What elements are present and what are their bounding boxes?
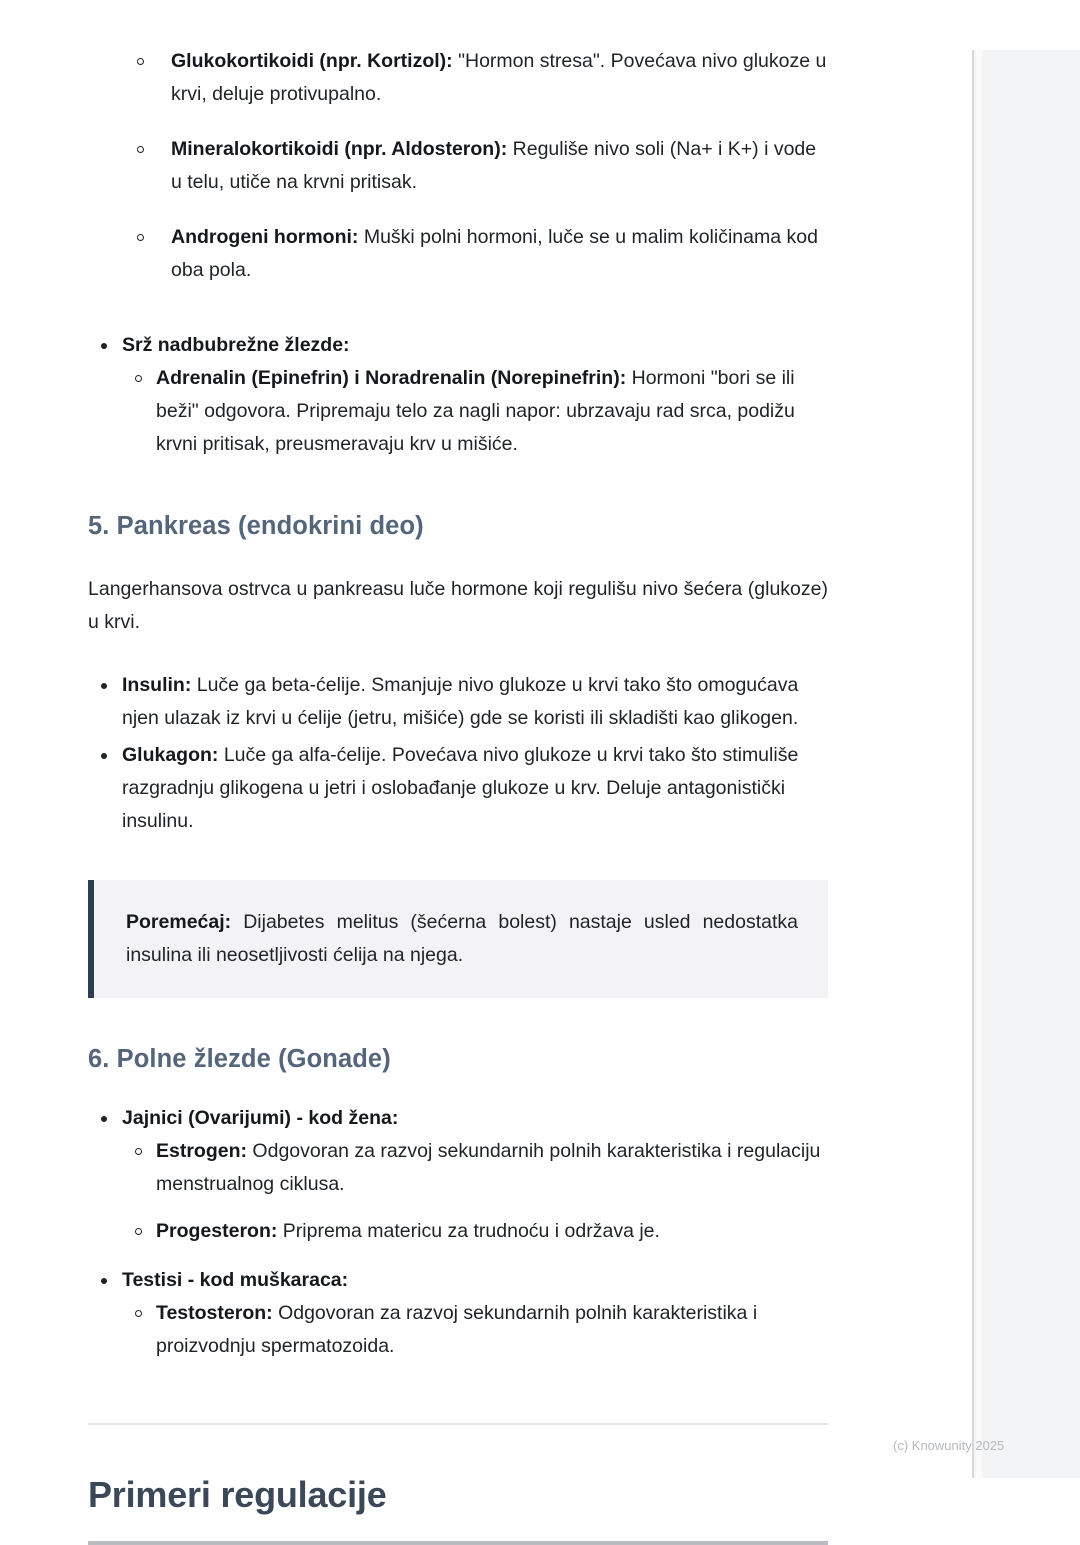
list-item-text: Hormoni "bori se ili beži" odgovora. Pripremaju telo za nagli napor: ubrzavaju rad srca, podižu krvni pritisak, preusmeravaju krv u mišiće. bbox=[156, 367, 795, 455]
srz-group-list bbox=[88, 329, 828, 461]
group-heading: Jajnici (Ovarijumi) - kod žena: bbox=[122, 1107, 399, 1129]
section-heading-gonade: 6. Polne žlezde (Gonade) bbox=[88, 1045, 391, 1073]
continued-sublist bbox=[137, 45, 828, 287]
spacer-after-pankreas-intro bbox=[88, 639, 828, 669]
page-edge-strip bbox=[972, 50, 1080, 1478]
list-item-term: Adrenalin (Epinefrin) i Noradrenalin (Norepinefrin): bbox=[156, 367, 627, 389]
spacer-after-continued-list bbox=[88, 309, 828, 329]
list-item-group bbox=[88, 329, 828, 461]
spacer-before-thick-rule bbox=[88, 1517, 828, 1541]
list-item-text: Priprema matericu za trudnoću i održava je. bbox=[277, 1220, 660, 1242]
list-item-group bbox=[88, 1264, 828, 1363]
list-item-text: Odgovoran za razvoj sekundarnih polnih karakteristika i proizvodnju spermatozoida. bbox=[156, 1302, 758, 1357]
list-item-text: Reguliše nivo soli (Na+ i K+) i vode u telu, utiče na krvni pritisak. bbox=[171, 138, 817, 193]
list-item-text: "Hormon stresa". Povećava nivo glukoze u krvi, deluje protivupalno. bbox=[171, 50, 827, 105]
list-item bbox=[122, 362, 828, 461]
list-item bbox=[88, 739, 828, 838]
spacer-after-divider bbox=[88, 1425, 828, 1473]
footer-copyright: (c) Knowunity 2025 bbox=[893, 1438, 1005, 1453]
list-item-term: Insulin: bbox=[122, 674, 192, 696]
spacer-top bbox=[88, 0, 828, 45]
spacer-after-gonade-heading bbox=[88, 1076, 828, 1102]
chapter-title: Primeri regulacije bbox=[88, 1474, 387, 1515]
list-item-term: Progesteron: bbox=[156, 1220, 278, 1242]
list-item-group bbox=[88, 1102, 828, 1248]
testisi-sublist bbox=[122, 1297, 828, 1363]
list-item bbox=[122, 1135, 828, 1201]
list-item bbox=[137, 133, 828, 199]
spacer-before-pankreas bbox=[88, 475, 828, 509]
gonade-group-list bbox=[88, 1102, 828, 1363]
chapter-underline-rule bbox=[88, 1541, 828, 1545]
pankreas-hormone-list bbox=[88, 669, 828, 838]
pankreas-intro-paragraph: Langerhansova ostrvca u pankreasu luče hormone koji regulišu nivo šećera (glukoze) u krvi. bbox=[88, 578, 828, 633]
spacer-before-gonade bbox=[88, 998, 828, 1042]
list-item-text: Luče ga beta-ćelije. Smanjuje nivo glukoze u krvi tako što omogućava njen ulazak iz krvi u ćelije (jetru, mišiće) gde se koristi ili skladišti kao glikogen. bbox=[122, 674, 799, 729]
document-content bbox=[88, 0, 828, 1545]
list-item-term: Estrogen: bbox=[156, 1140, 248, 1162]
list-item bbox=[137, 45, 828, 111]
spacer-before-divider bbox=[88, 1377, 828, 1423]
callout-text: Dijabetes melitus (šećerna bolest) nastaje usled nedostatka insulina ili neosetljivosti ćelija na njega. bbox=[126, 911, 798, 966]
list-item-text: Odgovoran za razvoj sekundarnih polnih karakteristika i regulaciju menstrualnog ciklusa. bbox=[156, 1140, 821, 1195]
list-item-term: Androgeni hormoni: bbox=[171, 226, 359, 248]
list-item bbox=[122, 1297, 828, 1363]
group-heading: Srž nadbubrežne žlezde: bbox=[122, 334, 350, 356]
srz-sublist bbox=[122, 362, 828, 461]
section-heading-pankreas: 5. Pankreas (endokrini deo) bbox=[88, 512, 424, 540]
spacer-before-callout bbox=[88, 842, 828, 880]
spacer-after-pankreas-heading bbox=[88, 543, 828, 573]
list-item bbox=[137, 221, 828, 287]
list-item-term: Mineralokortikoidi (npr. Aldosteron): bbox=[171, 138, 508, 160]
ovariji-sublist bbox=[122, 1135, 828, 1248]
group-heading: Testisi - kod muškaraca: bbox=[122, 1269, 349, 1291]
list-item-text: Luče ga alfa-ćelije. Povećava nivo glukoze u krvi tako što stimuliše razgradnju glikogena u jetri i oslobađanje glukoze u krv. Deluje antagonistički insulinu. bbox=[122, 744, 799, 832]
list-item bbox=[88, 669, 828, 735]
list-item-term: Glukagon: bbox=[122, 744, 219, 766]
list-item-text: Muški polni hormoni, luče se u malim količinama kod oba pola. bbox=[171, 226, 818, 281]
callout-term: Poremećaj: bbox=[126, 911, 232, 933]
callout-poremecaj bbox=[88, 880, 828, 998]
list-item-term: Testosteron: bbox=[156, 1302, 273, 1324]
page-edge-highlight bbox=[976, 50, 982, 1478]
list-item bbox=[122, 1215, 828, 1248]
list-item-term: Glukokortikoidi (npr. Kortizol): bbox=[171, 50, 453, 72]
